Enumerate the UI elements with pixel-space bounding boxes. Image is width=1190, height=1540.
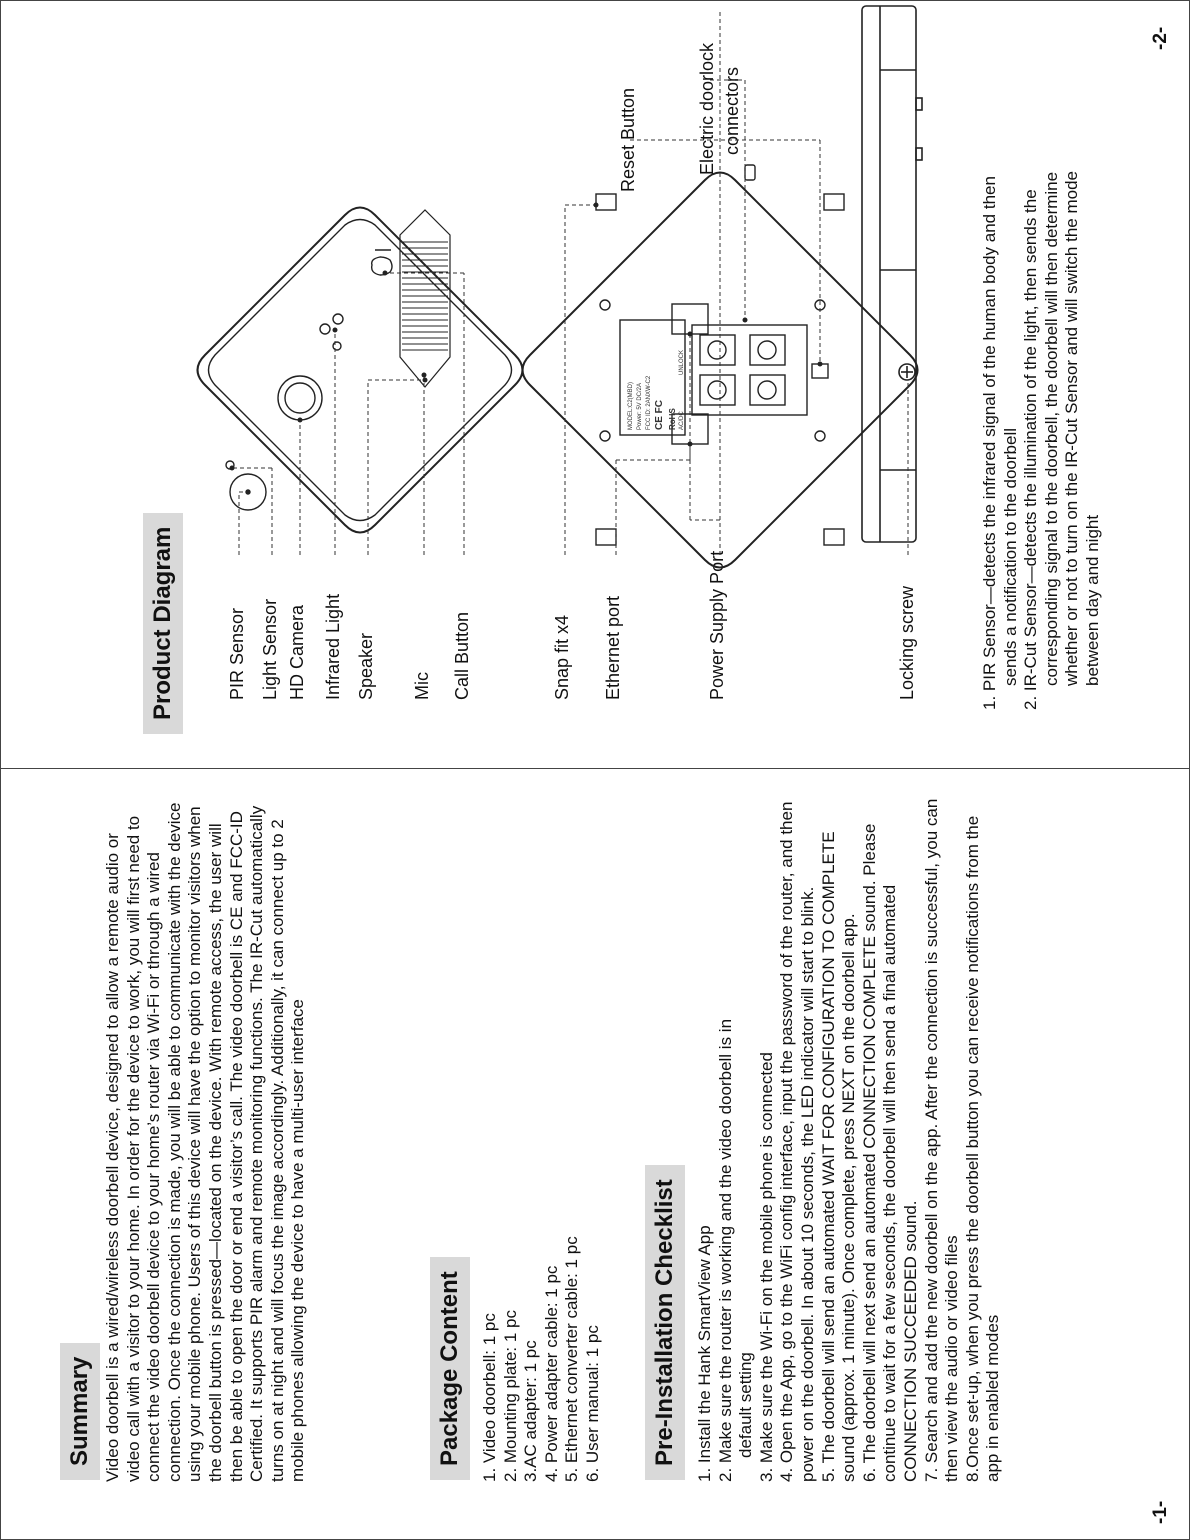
summary-heading: Summary	[60, 1343, 100, 1480]
mic-label: Mic	[412, 672, 432, 700]
summary-text: Video doorbell is a wired/wireless doorbell device, designed to allow a remote audio or video call with a visitor to your home. In order for the device to work, you will first need to connect the video doorbell device to your home’s router via Wi-Fi or through a wired connection. Once the connection is made, you will be able to communicate with the device using your mobile phone. Users of this device will have the option to monitor visitors when the doorbell button is pressed—located on the device. With remote access, the user will then be able to open the door or end a visitor’s call. The video doorbell is CE and FCC-ID Certified. It supports PIR alarm and remote monitoring functions. The IR-Cut automatically turns on at night and will focus the image accordingly. Additionally, it can connect up to 2 mobile phones allowing the device to have a multi-user interface	[103, 802, 308, 1482]
snap-fit-icon	[596, 194, 616, 210]
label-unlock: UNLOCK	[679, 349, 685, 375]
note-line: 2. IR-Cut Sensor—detects the illumination of the light, then sends the	[1021, 189, 1041, 710]
list-item: 1. Video doorbell: 1 pc	[480, 1313, 499, 1482]
front-body-outline	[198, 208, 523, 533]
electric-doorlock-label: Electric doorlock	[697, 42, 717, 175]
note-line: sends a notification to the doorbell	[1000, 427, 1020, 686]
label-rohs: RoHS	[668, 408, 677, 430]
snap-fit-label: Snap fit x4	[552, 614, 572, 700]
sensor-notes	[980, 10, 1104, 710]
list-item: default setting	[736, 1352, 756, 1458]
speaker-label: Speaker	[356, 632, 376, 700]
locking-screw-label: Locking screw	[897, 585, 917, 700]
list-item: 4. Power adapter cable: 1 pc	[541, 1265, 561, 1482]
connectors-label: connectors	[722, 66, 742, 155]
checklist-list	[695, 792, 1004, 1482]
infrared-light-label: Infrared Light	[323, 593, 343, 700]
product-diagram-heading: Product Diagram	[143, 513, 183, 734]
call-button-label: Call Button	[452, 611, 472, 700]
list-item: 3. Make sure the Wi-Fi on the mobile phone is connected	[756, 1052, 776, 1482]
power-supply-port-icon	[672, 304, 708, 334]
label-power: Power: 5V DC/2A	[637, 382, 643, 430]
power-supply-port-label: Power Supply Port	[707, 550, 727, 700]
label-sticker-text	[628, 350, 685, 430]
label-ac: AC/DC	[679, 411, 685, 430]
front-leader-lines	[232, 273, 464, 555]
list-item: 5. Ethernet converter cable: 1 pc	[562, 1236, 582, 1482]
list-item: 6. User manual: 1 pc	[582, 1325, 602, 1482]
ethernet-port-label: Ethernet port	[603, 595, 623, 700]
snap-fit-icon	[824, 529, 844, 545]
speaker-grille	[400, 210, 450, 387]
label-fcc: FCC ID: 2ANXW-C2	[646, 375, 652, 430]
list-item: 5. The doorbell will send an automated WAIT FOR CONFIGURATION TO COMPLETE sound (approx. 1 minute). Once complete, press NEXT on the doorbell app.	[818, 831, 859, 1482]
snap-fit-icon	[824, 194, 844, 210]
list-item: 2. Mounting plate: 1 pc	[500, 1309, 520, 1482]
side-view	[862, 6, 922, 542]
page-number: -2-	[1150, 26, 1171, 50]
note-line: corresponding signal to the doorbell, the doorbell will then determine	[1041, 171, 1061, 686]
pir-sensor-label: PIR Sensor	[227, 607, 247, 700]
package-content-list	[480, 882, 604, 1482]
reset-button-label: Reset Button	[618, 87, 638, 192]
list-item: 3.AC adapter: 1 pc	[521, 1340, 541, 1482]
checklist-heading: Pre-Installation Checklist	[645, 1165, 685, 1480]
label-ce: CE FC	[654, 400, 665, 430]
list-item: 2. Make sure the router is working and the video doorbell is in	[715, 1018, 735, 1482]
list-item: 1. Install the Hank SmartView App	[695, 1225, 714, 1482]
package-content-heading: Package Content	[430, 1257, 470, 1480]
light-sensor-label: Light Sensor	[260, 598, 280, 700]
hd-camera-label: HD Camera	[287, 604, 307, 700]
note-line: 1. PIR Sensor—detects the infrared signal of the human body and then	[980, 176, 999, 710]
snap-fit-icon	[596, 529, 616, 545]
label-model: MODEL:C2(MBD)	[628, 381, 634, 430]
list-item: 8.Once set-up, when you press the doorbell button you can receive notifications from the app in enabled modes	[962, 815, 1003, 1482]
note-line: between day and night	[1082, 514, 1102, 686]
list-item: 4. Open the App, go to the WiFi config interface, input the password of the router, and then power on the doorbell. In about 10 seconds, the LED indicator will start to blink.	[777, 801, 817, 1482]
page-1	[0, 770, 1190, 1540]
infrared-light-icon	[320, 324, 330, 334]
page-number: -1-	[1150, 1500, 1171, 1524]
list-item: 6. The doorbell will next send an automated CONNECTION COMPLETE sound. Please continue to wait for a few seconds, the doorbell will then send a final automated CONNECTION SUCCEEDED sound.	[859, 823, 920, 1482]
list-item: 7. Search and add the new doorbell on the app. After the connection is successful, you can then view the audio or video files	[921, 798, 962, 1482]
call-button-icon	[372, 250, 392, 275]
note-line: whether or not to turn on the IR-Cut Sensor and will switch the mode	[1062, 171, 1082, 686]
